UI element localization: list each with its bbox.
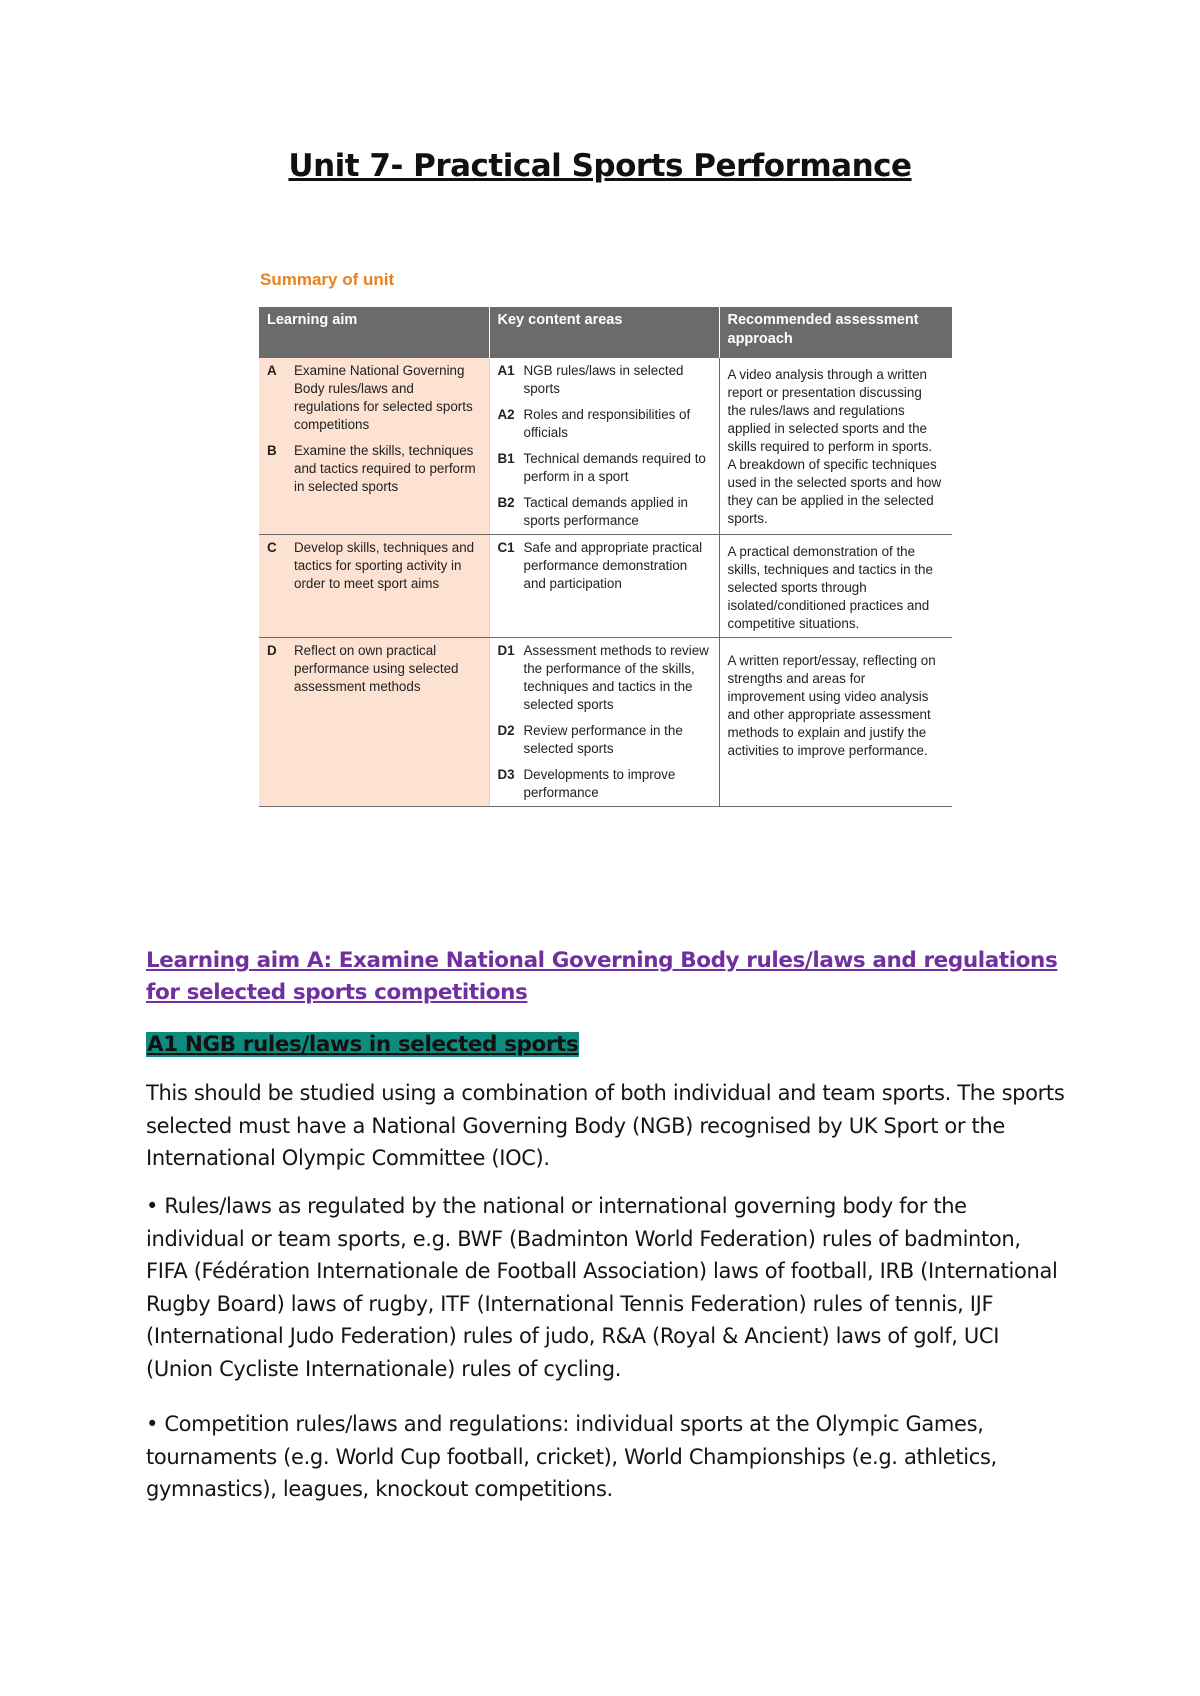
content-code: B1: [497, 451, 515, 466]
table-row: [259, 535, 952, 638]
summary-table: [259, 307, 952, 807]
content-entry: [498, 494, 711, 530]
content-code: D3: [497, 767, 515, 782]
content-code: B2: [497, 495, 515, 510]
content-text: Tactical demands applied in sports performance: [523, 495, 689, 528]
column-header-learning-aim: Learning aim: [259, 307, 489, 358]
section-heading-a1: [146, 1030, 579, 1060]
content-entry: [498, 406, 711, 442]
aim-code: C: [267, 540, 277, 555]
aim-text: Develop skills, techniques and tactics for sporting activity in order to meet sport aims: [294, 540, 475, 591]
bullet-paragraph: • Rules/laws as regulated by the national or international governing body for the individual or team sports, e.g. BWF (Badminton World Federation) rules of badminton, FIFA (Fédération Internationale de Football Association) laws of football, IRB (International Rugby Board) laws of rugby, ITF (International Tennis Federation) rules of tennis, IJF (International Judo Federation) rules of judo, R&A (Royal & Ancient) laws of golf, UCI (Union Cycliste Internationale) rules of cycling.: [146, 1194, 1058, 1381]
content-entry: [498, 766, 711, 802]
column-header-assessment: Recommended assessment approach: [719, 307, 952, 358]
aim-text: Examine the skills, techniques and tactics required to perform in selected sports: [294, 443, 476, 494]
bullet-paragraph: • Competition rules/laws and regulations: individual sports at the Olympic Games, tournaments (e.g. World Cup football, cricket), World Championships (e.g. athletics, gymnastics), leagues, knockout competitions.: [146, 1412, 997, 1501]
content-entry: [498, 539, 711, 593]
learning-aim-cell: [259, 638, 489, 807]
content-entry: [498, 362, 711, 398]
aim-entry: [267, 362, 481, 434]
assessment-cell: [719, 535, 952, 638]
page-title: Unit 7- Practical Sports Performance: [288, 148, 912, 184]
content-text: Assessment methods to review the performance of the skills, techniques and tactics in the selected sports: [523, 643, 709, 712]
assessment-text: A practical demonstration of the skills, techniques and tactics in the selected sports through isolated/conditioned practices and competitive situations.: [727, 544, 933, 631]
summary-header-row: [259, 307, 952, 358]
content-text: Technical demands required to perform in a sport: [523, 451, 706, 484]
key-content-cell: [489, 358, 719, 535]
table-row: [259, 358, 952, 535]
summary-heading: Summary of unit: [260, 270, 395, 289]
aim-entry: [267, 442, 481, 496]
aim-code: B: [267, 443, 277, 458]
assessment-cell: [719, 638, 952, 807]
content-code: C1: [497, 540, 515, 555]
content-text: NGB rules/laws in selected sports: [523, 363, 684, 396]
content-text: Safe and appropriate practical performance demonstration and participation: [523, 540, 703, 591]
assessment-cell: [719, 358, 952, 535]
content-code: D1: [497, 643, 515, 658]
column-header-key-content: Key content areas: [489, 307, 719, 358]
content-entry: [498, 722, 711, 758]
assessment-text: A breakdown of specific techniques used in the selected sports and how they can be applied in the selected sports.: [727, 457, 942, 526]
aim-entry: [267, 539, 481, 593]
key-content-cell: [489, 535, 719, 638]
content-code: A2: [497, 407, 515, 422]
key-content-cell: [489, 638, 719, 807]
aim-entry: [267, 642, 481, 696]
content-code: A1: [497, 363, 515, 378]
learning-aim-cell: [259, 358, 489, 535]
content-code: D2: [497, 723, 515, 738]
aim-code: D: [267, 643, 277, 658]
aim-text: Examine National Governing Body rules/laws and regulations for selected sports competitions: [294, 363, 473, 432]
assessment-text: A written report/essay, reflecting on strengths and areas for improvement using video analysis and other appropriate assessment methods to explain and justify the activities to improve performance.: [727, 653, 936, 758]
content-entry: [498, 450, 711, 486]
learning-aim-a-heading: Learning aim A: Examine National Governing Body rules/laws and regulations for selected sports competitions: [146, 948, 1058, 1005]
table-row: [259, 638, 952, 807]
learning-aim-cell: [259, 535, 489, 638]
aim-code: A: [267, 363, 277, 378]
body-paragraph: This should be studied using a combination of both individual and team sports. The sports selected must have a National Governing Body (NGB) recognised by UK Sport or the International Olympic Committee (IOC).: [146, 1081, 1065, 1170]
content-entry: [498, 642, 711, 714]
aim-text: Reflect on own practical performance using selected assessment methods: [294, 643, 459, 694]
content-text: Developments to improve performance: [523, 767, 676, 800]
content-text: Roles and responsibilities of officials: [523, 407, 691, 440]
assessment-text: A video analysis through a written report or presentation discussing the rules/laws and regulations applied in selected sports and the skills required to perform in sports.: [727, 367, 933, 454]
content-text: Review performance in the selected sports: [523, 723, 683, 756]
section-heading-a1-text: A1 NGB rules/laws in selected sports: [147, 1032, 579, 1057]
